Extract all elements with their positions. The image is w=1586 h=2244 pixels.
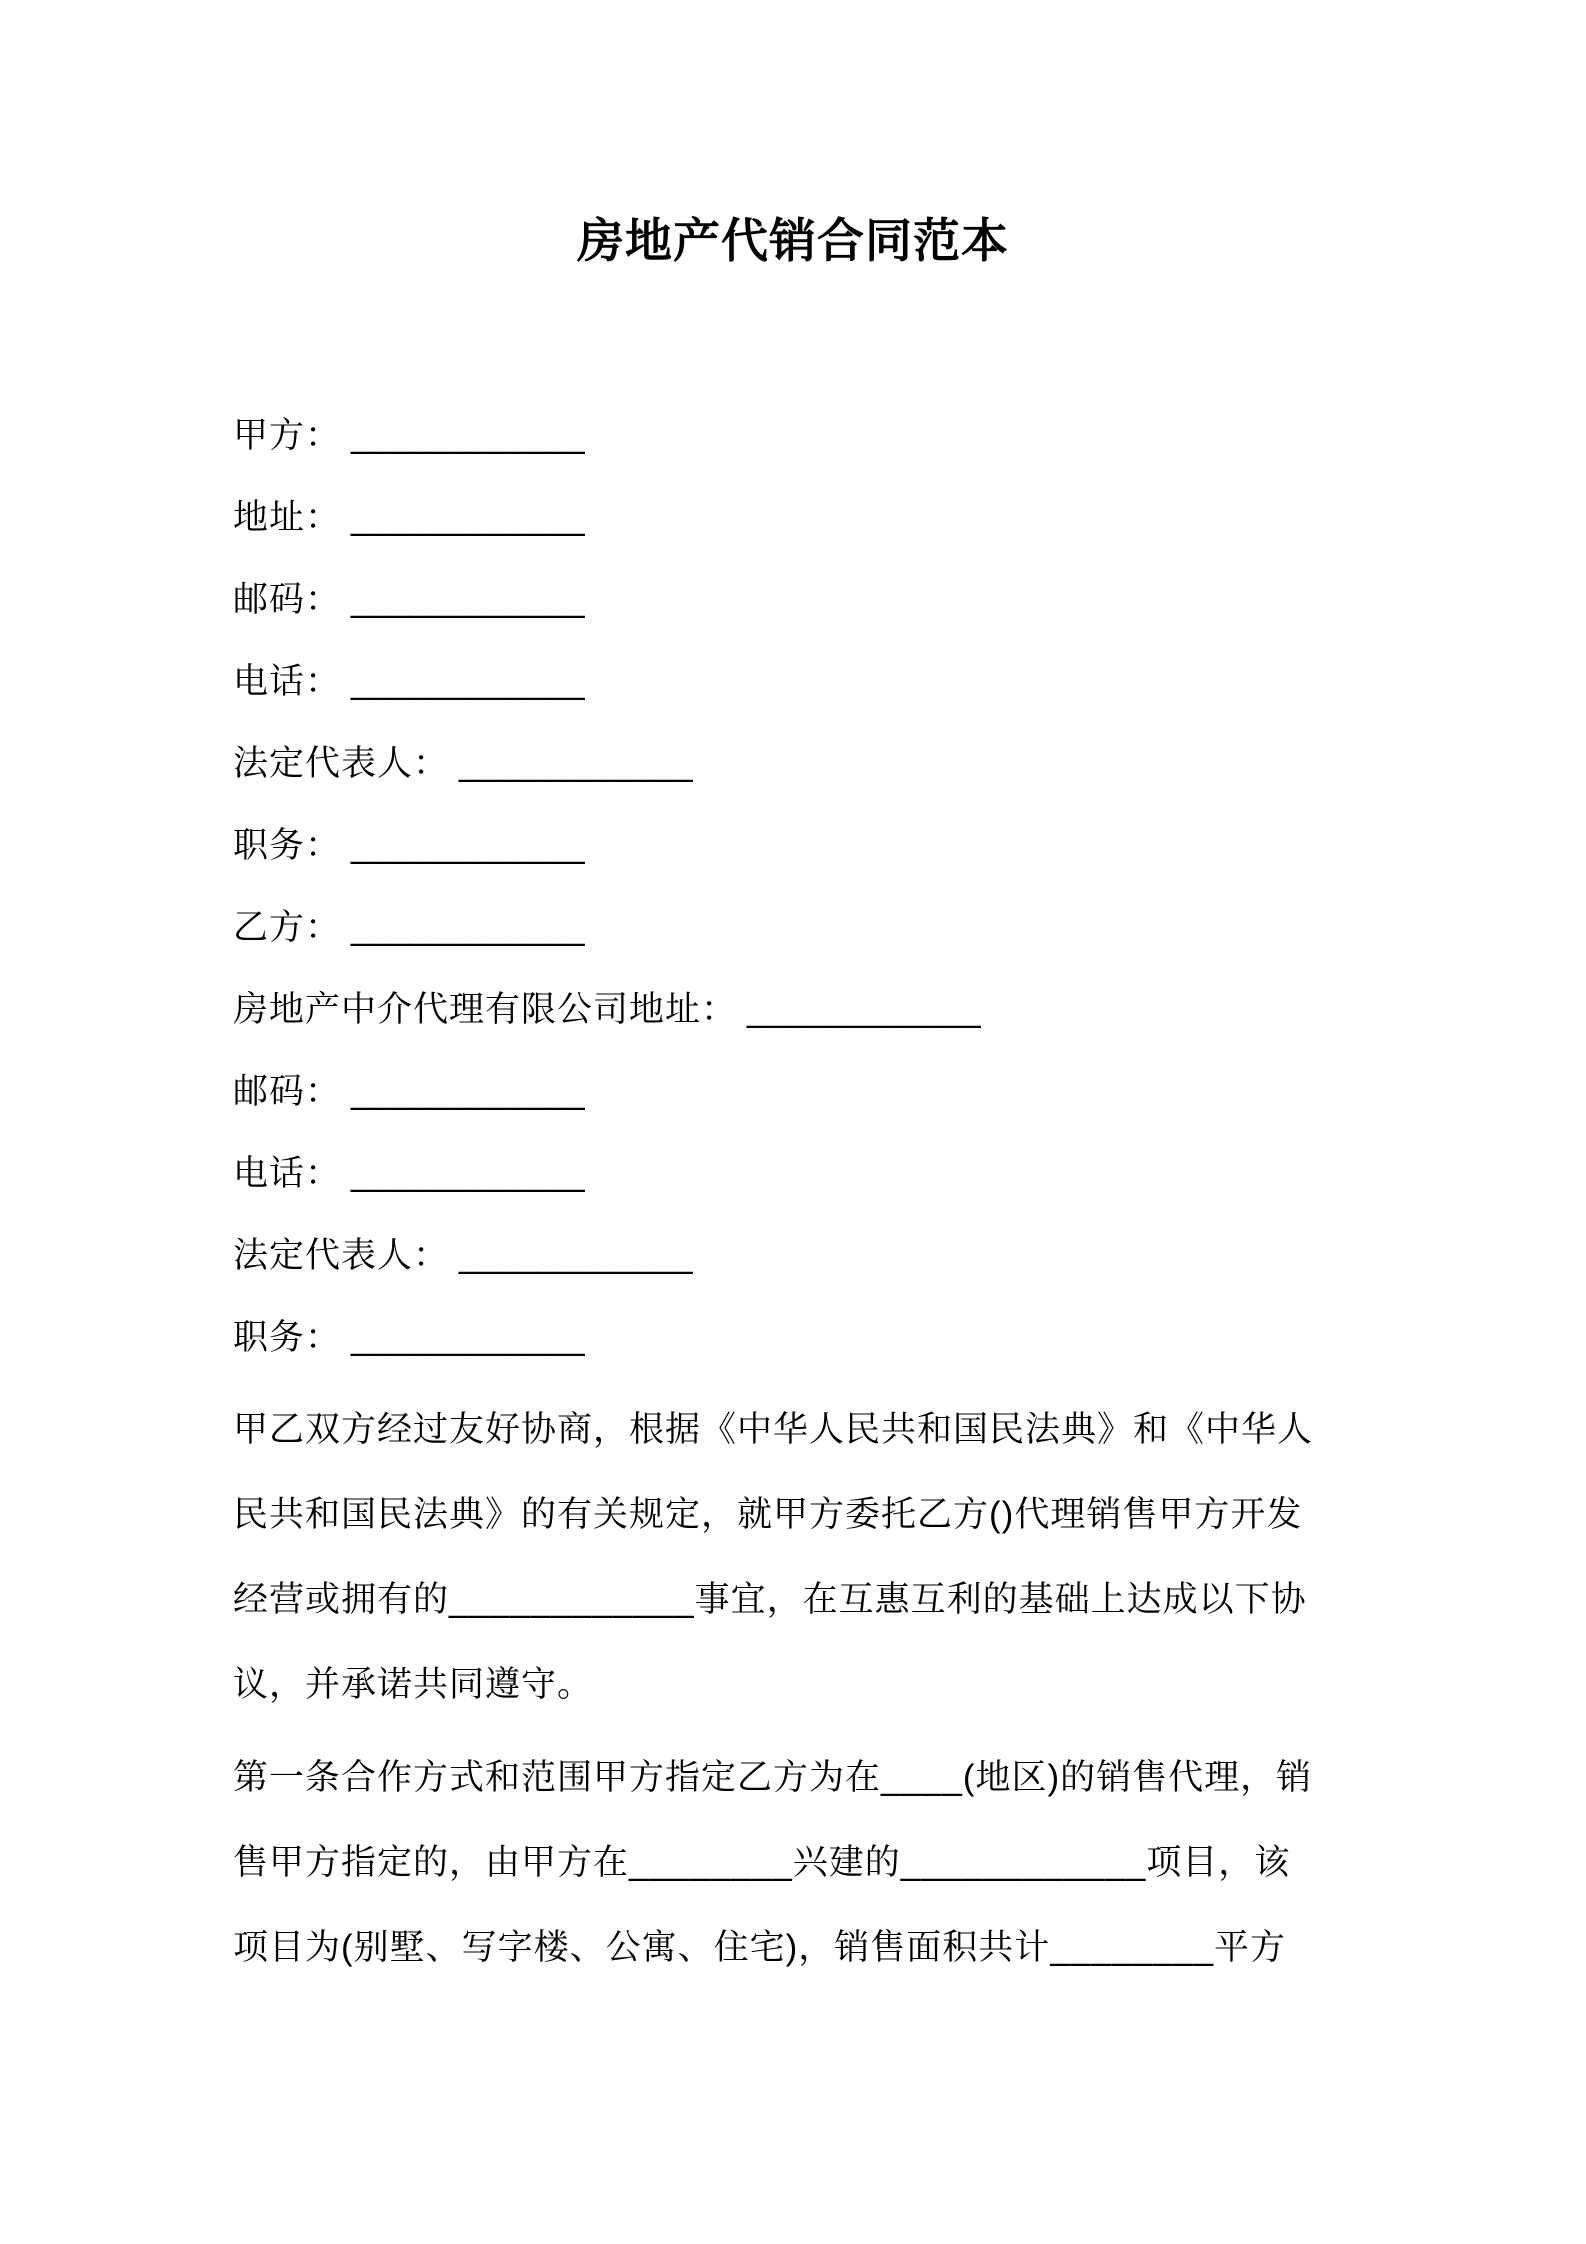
paragraph-line: 议，并承诺共同遵守。 xyxy=(233,1665,594,1704)
form-line-label: 房地产中介代理有限公司地址： xyxy=(233,990,738,1029)
blank-line: ____________ xyxy=(351,908,585,947)
form-line-legal-rep-a xyxy=(233,723,1363,805)
form-line-position-b xyxy=(233,1297,1363,1379)
form-line-label: 邮码： xyxy=(233,1072,342,1111)
form-line-label: 电话： xyxy=(233,662,342,701)
form-line-label: 甲方： xyxy=(233,416,342,455)
form-line-agency-address xyxy=(233,969,1363,1051)
document-title: 房地产代销合同范本 xyxy=(577,214,1009,267)
form-line-party-b xyxy=(233,887,1363,969)
form-line-label: 地址： xyxy=(233,498,342,537)
paragraph-line: 项目为(别墅、写字楼、公寓、住宅)，销售面积共计________平方 xyxy=(233,1928,1287,1967)
form-line-label: 乙方： xyxy=(233,908,342,947)
blank-line: ____________ xyxy=(459,1236,693,1275)
blank-line: ____________ xyxy=(351,1154,585,1193)
blank-line: ____________ xyxy=(459,744,693,783)
form-line-label: 法定代表人： xyxy=(233,744,450,783)
paragraph-line: 甲乙双方经过友好协商，根据《中华人民共和国民法典》和《中华人 xyxy=(233,1410,1314,1449)
blank-line: ____________ xyxy=(351,1072,585,1111)
paragraph-line: 经营或拥有的____________事宜，在互惠互利的基础上达成以下协 xyxy=(233,1580,1307,1619)
blank-line: ____________ xyxy=(351,498,585,537)
article-1-paragraph xyxy=(233,1735,1363,1990)
paragraph-line: 民共和国民法典》的有关规定，就甲方委托乙方()代理销售甲方开发 xyxy=(233,1495,1303,1534)
form-line-legal-rep-b xyxy=(233,1215,1363,1297)
form-line-label: 邮码： xyxy=(233,580,342,619)
preamble-paragraph xyxy=(233,1387,1363,1727)
blank-line: ____________ xyxy=(351,662,585,701)
blank-line: ____________ xyxy=(747,990,981,1029)
form-line-label: 电话： xyxy=(233,1154,342,1193)
form-line-phone-a xyxy=(233,641,1363,723)
form-line-postcode-a xyxy=(233,559,1363,641)
form-line-label: 法定代表人： xyxy=(233,1236,450,1275)
blank-line: ____________ xyxy=(351,416,585,455)
form-line-address-a xyxy=(233,477,1363,559)
party-info-section xyxy=(233,395,1363,1379)
blank-line: ____________ xyxy=(351,1318,585,1357)
form-line-phone-b xyxy=(233,1133,1363,1215)
form-line-postcode-b xyxy=(233,1051,1363,1133)
paragraph-line: 售甲方指定的，由甲方在________兴建的____________项目，该 xyxy=(233,1843,1291,1882)
form-line-party-a xyxy=(233,395,1363,477)
paragraph-line: 第一条合作方式和范围甲方指定乙方为在____(地区)的销售代理，销 xyxy=(233,1758,1313,1797)
form-line-position-a xyxy=(233,805,1363,887)
blank-line: ____________ xyxy=(351,826,585,865)
form-line-label: 职务： xyxy=(233,1318,342,1357)
form-line-label: 职务： xyxy=(233,826,342,865)
blank-line: ____________ xyxy=(351,580,585,619)
